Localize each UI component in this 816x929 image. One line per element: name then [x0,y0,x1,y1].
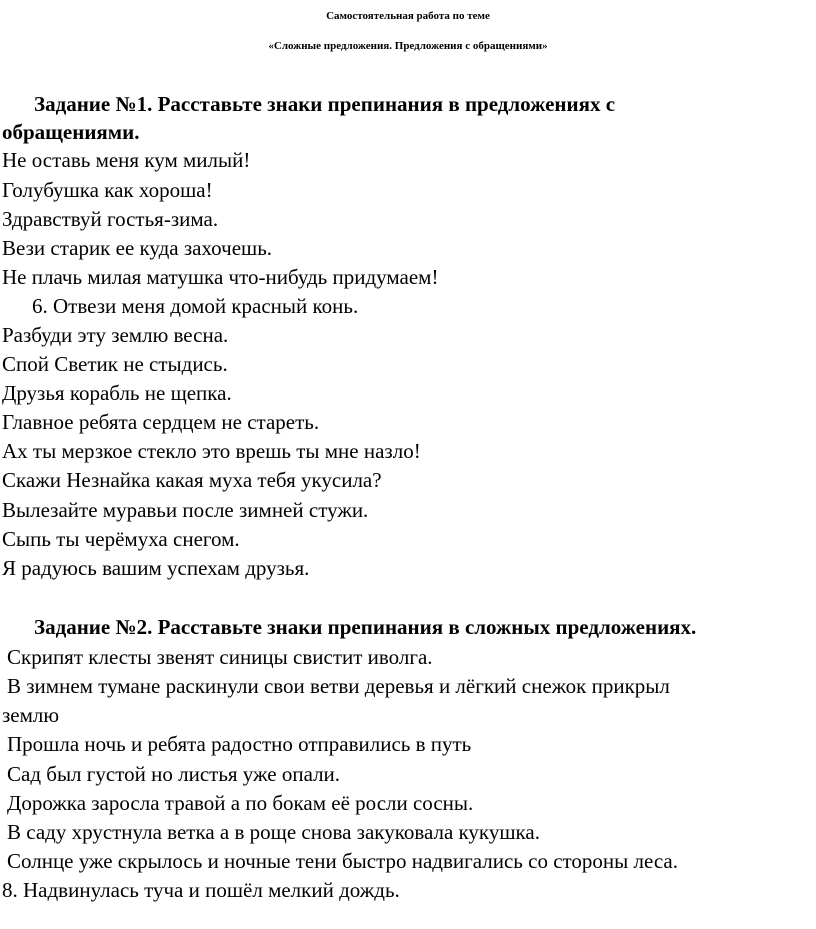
task1-sentence: Скажи Незнайка какая муха тебя укусила? [2,468,382,492]
task2-sentence: Солнце уже скрылось и ночные тени быстро надвигались со стороны леса. [7,849,678,873]
task2-sentence: В зимнем тумане раскинули свои ветви деревья и лёгкий снежок прикрыл [7,674,670,698]
task2-sentence: Сад был густой но листья уже опали. [7,762,341,786]
task2-sentence: Прошла ночь и ребята радостно отправились в путь [7,732,472,756]
task1-sentence: Вылезайте муравьи после зимней стужи. [2,498,369,522]
task1-sentence: Друзья корабль не щепка. [2,381,232,405]
task1-sentence: Главное ребята сердцем не стареть. [2,410,320,434]
task2-sentence: Скрипят клесты звенят синицы свистит иволга. [7,645,433,669]
task2-sentence: В саду хрустнула ветка а в роще снова закуковала кукушка. [7,820,540,844]
task1-heading-line-2: обращениями. [2,120,140,144]
task1-sentence: Спой Светик не стыдись. [2,352,228,376]
task1-sentence: Не оставь меня кум милый! [2,148,251,172]
task1-sentence: Вези старик ее куда захочешь. [2,236,273,260]
task2-sentence-continuation: землю [2,703,60,727]
task2-sentence-numbered: 8. Надвинулась туча и пошёл мелкий дождь. [2,878,400,902]
task1-sentence: Сыпь ты черёмуха снегом. [2,527,240,551]
task1-sentence: Голубушка как хороша! [2,178,213,202]
document-title-line-2: «Сложные предложения. Предложения с обращениями» [268,40,548,52]
task2-sentence: Дорожка заросла травой а по бокам её росли сосны. [7,791,474,815]
task1-sentence-numbered: 6. Отвези меня домой красный конь. [32,294,359,318]
document-title-line-1: Самостоятельная работа по теме [326,10,490,22]
task2-heading: Задание №2. Расставьте знаки препинания в сложных предложениях. [34,615,697,639]
task1-sentence: Не плачь милая матушка что-нибудь придумаем! [2,265,439,289]
task1-sentence: Разбуди эту землю весна. [2,323,229,347]
task1-heading-line-1: Задание №1. Расставьте знаки препинания в предложениях с [34,92,616,116]
task1-sentence: Я радуюсь вашим успехам друзья. [2,556,310,580]
task1-sentence: Ах ты мерзкое стекло это врешь ты мне назло! [2,439,421,463]
task1-sentence: Здравствуй гостья-зима. [2,207,219,231]
